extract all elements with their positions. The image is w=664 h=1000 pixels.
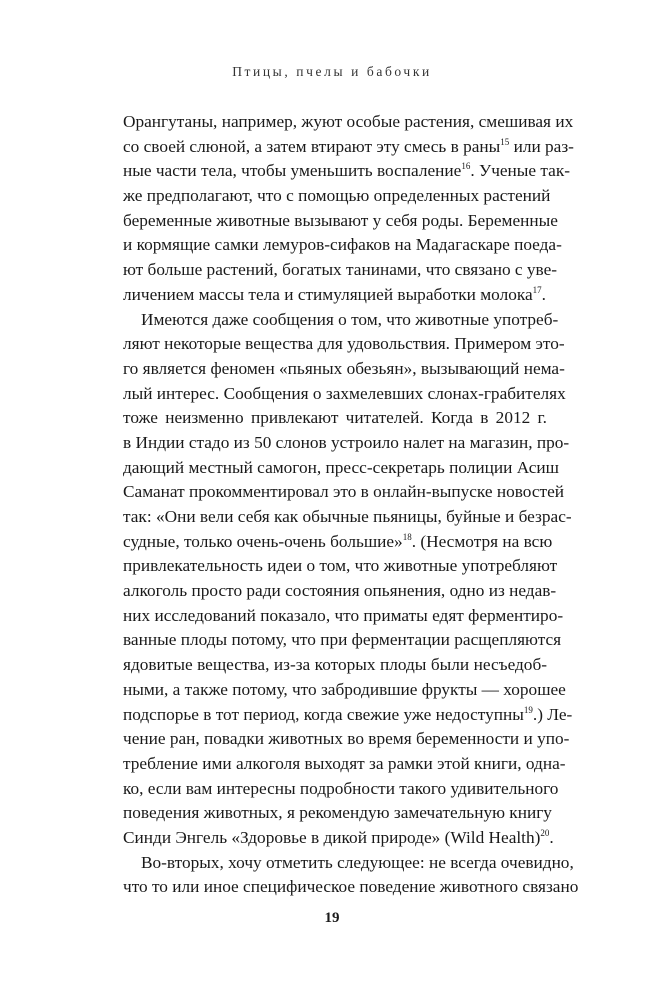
line-text: ными, а также потому, что забродившие фрукты — хорошее <box>123 679 566 699</box>
text-line <box>123 283 547 308</box>
text-line <box>123 653 547 678</box>
text-line <box>123 851 574 876</box>
line-text: них исследований показало, что приматы едят ферментиро- <box>123 605 564 625</box>
line-text: лый интерес. Сообщения о захмелевших слонах-грабителях <box>123 383 566 403</box>
text-line <box>123 159 570 184</box>
line-text: судные, только очень-очень большие» <box>123 531 403 551</box>
text-line <box>123 357 565 382</box>
text-line <box>123 530 553 555</box>
line-text: привлекательность идеи о том, что животные употребляют <box>123 556 558 576</box>
footnote-ref: 20 <box>540 828 550 839</box>
line-text: ядовитые вещества, из-за которых плоды были несъедоб- <box>123 655 547 675</box>
text-line <box>123 480 564 505</box>
line-text: же предполагают, что с помощью определенных растений <box>123 186 551 206</box>
line-text: так: «Они вели себя как обычные пьяницы, буйные и безрас- <box>123 507 572 526</box>
text-line <box>123 431 570 456</box>
line-text: поведения животных, я рекомендую замечательную книгу <box>123 803 552 823</box>
line-text: Орангутаны, например, жуют особые растения, смешивая их <box>123 112 574 131</box>
footnote-ref: 17 <box>532 285 542 296</box>
body-text <box>123 110 579 900</box>
line-text: ляют некоторые вещества для удовольствия. Примером это- <box>123 334 565 354</box>
line-text: алкоголь просто ради состояния опьянения, одно из недав- <box>123 581 557 601</box>
footnote-ref: 19 <box>523 704 533 715</box>
text-line <box>123 727 570 752</box>
line-text-continued: .) Ле- <box>532 704 573 724</box>
text-line <box>123 628 562 653</box>
page-number: 19 <box>324 910 340 926</box>
line-text: Имеются даже сообщения о том, что животные употреб- <box>141 309 559 329</box>
line-text: Саманат прокомментировал это в онлайн-выпуске новостей <box>123 482 564 502</box>
running-header: Птицы, пчелы и бабочки <box>232 64 432 79</box>
line-text: го является феномен «пьяных обезьян», вызывающий нема- <box>123 358 565 378</box>
text-line <box>123 258 558 283</box>
text-line <box>123 604 564 629</box>
line-text: что то или иное специфическое поведение животного связано <box>123 877 579 897</box>
line-text: чение ран, повадки животных во время беременности и упо- <box>123 729 570 749</box>
line-text: личением массы тела и стимуляцией выработки молока <box>123 284 533 304</box>
text-line <box>123 135 574 160</box>
line-text: тоже неизменно привлекают читателей. Когда в 2012 г. <box>123 408 547 428</box>
line-text: в Индии стадо из 50 слонов устроило налет на магазин, про- <box>123 432 570 452</box>
line-text-continued: или раз- <box>509 136 574 156</box>
text-line <box>123 184 551 209</box>
text-line <box>123 703 573 728</box>
text-line <box>123 456 559 481</box>
footnote-ref: 16 <box>461 161 471 172</box>
text-line <box>123 308 559 333</box>
line-text: Синди Энгель «Здоровье в дикой природе» (Wild Health) <box>123 827 541 847</box>
line-text: беременные животные вызывают у себя роды. Беременные <box>123 210 558 230</box>
line-text: ванные плоды потому, что при ферментации расщепляются <box>123 630 562 650</box>
line-text: и кормящие самки лемуров-сифаков на Мадагаскаре поеда- <box>123 235 562 255</box>
text-line <box>123 209 558 234</box>
text-line <box>123 801 552 826</box>
text-line <box>123 554 558 579</box>
text-line <box>123 406 547 431</box>
line-text: со своей слюной, а затем втирают эту смесь в раны <box>123 136 501 156</box>
text-line <box>123 332 565 357</box>
line-text: требление ими алкоголя выходят за рамки этой книги, одна- <box>123 753 566 773</box>
text-line <box>123 826 554 851</box>
line-text: ко, если вам интересны подробности такого удивительного <box>123 778 559 798</box>
line-text: ные части тела, чтобы уменьшить воспаление <box>123 161 462 181</box>
line-text-continued: . Ученые так- <box>470 161 570 181</box>
text-line <box>123 110 574 135</box>
text-line <box>123 233 562 258</box>
line-text-continued: . <box>549 827 554 847</box>
footnote-ref: 15 <box>500 136 510 147</box>
text-line <box>123 505 572 530</box>
footnote-ref: 18 <box>402 531 412 542</box>
text-line <box>123 382 566 407</box>
line-text-continued: . <box>541 284 546 304</box>
text-line <box>123 678 566 703</box>
text-line <box>123 752 566 777</box>
line-text: Во-вторых, хочу отметить следующее: не всегда очевидно, <box>141 852 574 872</box>
line-text: дающий местный самогон, пресс-секретарь полиции Асиш <box>123 457 559 477</box>
line-text: подспорье в тот период, когда свежие уже недоступны <box>123 704 524 724</box>
text-line <box>123 875 579 900</box>
text-line <box>123 579 557 604</box>
text-line <box>123 777 559 802</box>
line-text-continued: . (Несмотря на всю <box>411 531 553 551</box>
line-text: ют больше растений, богатых танинами, что связано с уве- <box>123 260 558 280</box>
